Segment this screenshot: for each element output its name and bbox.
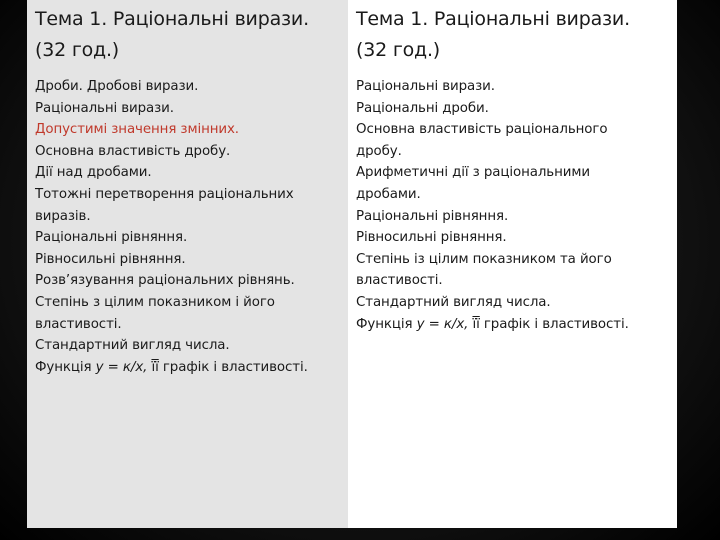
right-topic-item: Арифметичні дії з раціональними xyxy=(356,165,590,181)
left-topic-item: Раціональні рівняння. xyxy=(35,230,188,246)
right-topic-item: Стандартний вигляд числа. xyxy=(356,294,551,310)
right-func-prefix: Функція xyxy=(356,316,417,332)
right-title-line1: Тема 1. Раціональні вирази. xyxy=(356,8,630,30)
left-topic-item: Дроби. Дробові вирази. xyxy=(35,79,199,94)
right-topic-item: Степінь із цілим показником та його xyxy=(356,251,612,267)
right-topic-list xyxy=(356,76,669,335)
right-topic-item: дробами. xyxy=(356,186,421,202)
right-topic-item: дробу. xyxy=(356,143,402,159)
right-topic-item: Раціональні рівняння. xyxy=(356,208,509,224)
left-topic-item: Основна властивість дробу. xyxy=(35,143,231,159)
left-topic-item: Степінь з цілим показником і його xyxy=(35,294,275,310)
left-title-line2: (32 год.) xyxy=(35,39,120,61)
left-topic-item: Тотожні перетворення раціональних xyxy=(35,186,294,202)
left-topic-list xyxy=(35,76,340,378)
right-topic-item: Основна властивість раціонального xyxy=(356,122,608,138)
left-column xyxy=(27,0,348,528)
left-topic-item: Дії над дробами. xyxy=(35,165,152,181)
right-topic-item: Раціональні дроби. xyxy=(356,100,489,116)
right-topic-item-function xyxy=(356,314,669,336)
left-topic-item-highlighted: Допустимі значення змінних. xyxy=(35,122,239,138)
right-column xyxy=(348,0,677,528)
right-topic-item: Рівносильні рівняння. xyxy=(356,230,507,246)
left-topic-item: Стандартний вигляд числа. xyxy=(35,338,230,354)
right-topic-item: властивості. xyxy=(356,273,443,289)
left-topic-item: виразів. xyxy=(35,208,91,224)
right-column-title xyxy=(356,4,669,66)
left-func-prefix: Функція xyxy=(35,359,96,375)
left-topic-item: Розв’язування раціональних рівнянь. xyxy=(35,273,295,289)
left-topic-item: властивості. xyxy=(35,316,122,332)
left-column-title xyxy=(35,4,340,66)
right-func-yi: її xyxy=(472,316,480,332)
left-func-formula: y = к/х, xyxy=(95,359,148,375)
right-func-formula: y = к/х, xyxy=(416,316,469,332)
right-title-line2: (32 год.) xyxy=(356,39,441,61)
comparison-table xyxy=(27,0,677,528)
left-title-line1: Тема 1. Раціональні вирази. xyxy=(35,8,309,30)
right-topic-item: Раціональні вирази. xyxy=(356,79,495,94)
left-func-yi: її xyxy=(151,359,159,375)
left-func-suffix: графік і властивості. xyxy=(158,359,308,375)
left-topic-item: Рівносильні рівняння. xyxy=(35,251,186,267)
left-topic-item-function xyxy=(35,357,340,379)
right-func-suffix: графік і властивості. xyxy=(479,316,629,332)
left-topic-item: Раціональні вирази. xyxy=(35,100,174,116)
